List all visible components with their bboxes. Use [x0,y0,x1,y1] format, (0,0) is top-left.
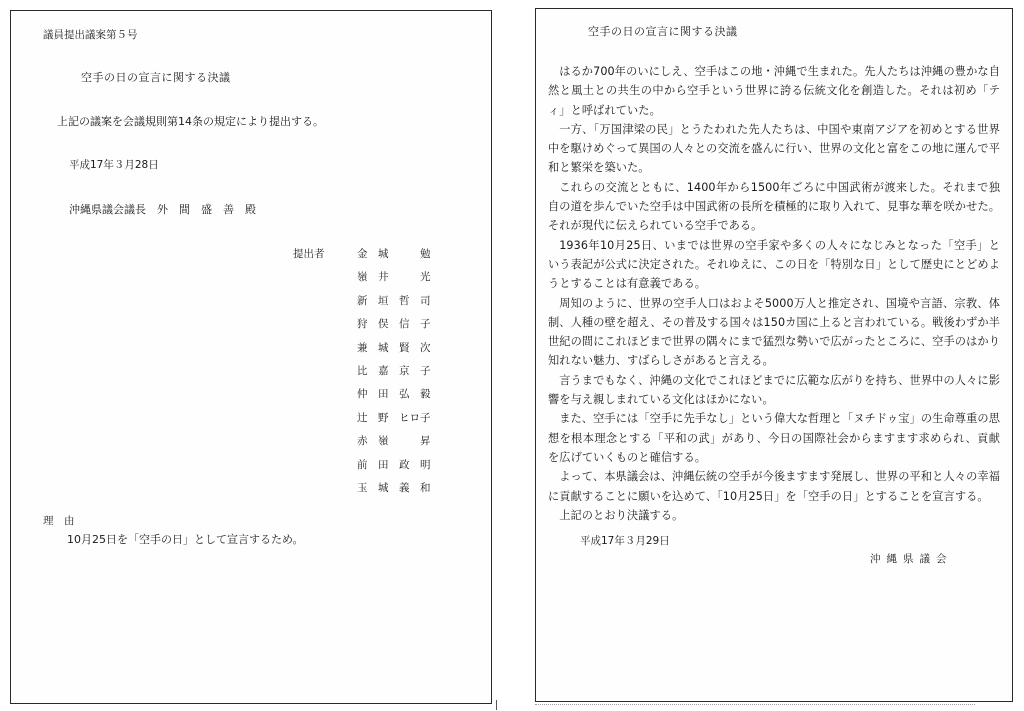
submitter-row [293,434,431,457]
resolution-body [548,62,1000,525]
submitter-name: 新 垣 哲 司 [357,294,431,307]
bill-title: 空手の日の宣言に関する決議 [81,71,231,84]
submitter-name: 玉 城 義 和 [357,481,431,494]
paragraph: 上記のとおり決議する。 [559,508,684,522]
submitter-row [293,270,431,293]
bill-number: 議員提出議案第５号 [43,29,138,41]
reason-heading: 理 由 [43,515,75,527]
resolution-title: 空手の日の宣言に関する決議 [588,25,738,38]
paragraph: はるか700年のいにしえ、空手はこの地・沖縄で生まれた。先人たちは沖縄の豊かな自然と風土との共生の中から空手という世界に誇る伝統文化を創造した。それは初め「ティ」と呼ばれていた。 [548,65,1000,117]
submitter-row [293,341,431,364]
submission-text: 上記の議案を会議規則第14条の規定により提出する。 [57,115,324,128]
submitter-row [293,317,431,340]
bill-page [10,10,492,704]
submitter-label: 提出者 [293,248,325,260]
submitter-row [293,481,431,504]
scan-artifact [535,704,975,708]
submitter-row [293,387,431,410]
paragraph: また、空手には「空手に先手なし」という偉大な哲理と「ヌチドゥ宝」の生命尊重の思想を根本理念とする「平和の武」があり、今日の国際社会からますます求められ、貢献を広げていくものと確信する。 [548,412,1000,464]
paragraph: 一方、「万国津梁の民」とうたわれた先人たちは、中国や東南アジアを初めとする世界中を駆けめぐって異国の人々との交流を盛んに行い、世界の文化と富をこの地に運んで平和と繁栄を築いた。 [548,122,1000,175]
submitter-name: 比 嘉 京 子 [357,364,431,377]
submitter-row [293,458,431,481]
submitter-name: 仲 田 弘 毅 [357,388,431,401]
submitter-name: 嶺 井 光 [357,271,431,284]
submitter-name: 赤 嶺 昇 [357,435,431,448]
submitter-row [293,294,431,317]
addressee: 沖縄県議会議長 外 間 盛 善 殿 [69,203,256,216]
resolution-page [535,8,1013,702]
submission-date: 平成17年３月28日 [69,159,159,171]
submitter-row [293,411,431,434]
submitter-name: 前 田 政 明 [357,458,431,471]
submitter-name: 金 城 勉 [357,248,431,260]
submitters-list [293,247,431,504]
resolution-date: 平成17年３月29日 [580,535,670,547]
submitter-name: 兼 城 賢 次 [357,341,431,354]
paragraph: 言うまでもなく、沖縄の文化でこれほどまでに広範な広がりを持ち、世界中の人々に影響を与え親しまれている文化はほかにない。 [548,373,1000,407]
reason-text: 10月25日を「空手の日」として宣言するため。 [67,533,304,546]
submitter-row [293,364,431,387]
paragraph: これらの交流とともに、1400年から1500年ごろに中国武術が渡来した。それまで独自の道を歩んでいた空手は中国武術の長所を積極的に取り入れて、見事な華を咲かせた。それが現代に伝えられている空手である。 [548,180,1000,233]
page-edge-mark [496,700,497,710]
submitter-row [293,247,431,270]
paragraph: よって、本県議会は、沖縄伝統の空手が今後ますます発展し、世界の平和と人々の幸福に貢献することに願いを込めて、「10月25日」を「空手の日」とすることを宣言する。 [548,470,1000,503]
paragraph: 周知のように、世界の空手人口はおよそ5000万人と推定され、国境や言語、宗教、体制、人種の壁を超え、その普及する国々は150カ国に上ると言われている。戦後わずか半世紀の間にこれほどまで世界の隅々にまで猛烈な勢いで広がったところに、空手のはかり知れない魅力、すばらしさがあると言える。 [548,296,1000,368]
paragraph: 1936年10月25日、いまでは世界の空手家や多くの人々になじみとなった「空手」という表記が公式に決定された。それゆえに、この日を「特別な日」として歴史にとどめようとすることは有意義である。 [548,238,1000,291]
submitter-name: 辻 野 ヒロ子 [357,411,431,424]
signatory: 沖縄県議会 [870,553,953,565]
submitter-name: 狩 俣 信 子 [357,318,431,331]
